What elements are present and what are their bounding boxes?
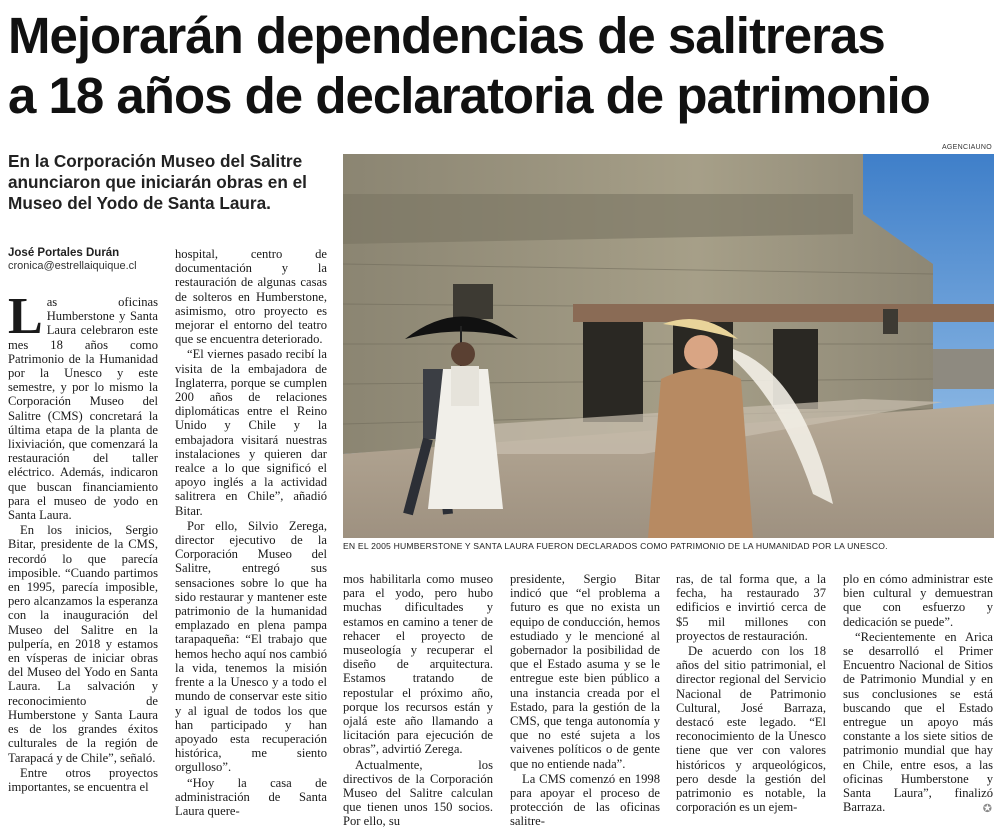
article-column-4 <box>510 572 660 830</box>
article-column-6 <box>843 572 993 815</box>
article-column-1 <box>8 288 158 795</box>
paragraph: hospital, centro de documentación y la restauración de algunas casas de solteros en Humberstone, asimismo, otro proyecto es mejorar el entorno del teatro que se encuentra deteriorado. <box>175 247 327 347</box>
paragraph: “Recientemente en Arica se desarrolló el Primer Encuentro Nacional de Sitios de Patrimonio Mundial y en sus conclusiones se está buscando que el Estado entregue un apoyo más constante a los siete sitios de patrimonio mundial que hay en Chile, entre esos, a las oficinas Humberstone y Santa Laura”, finalizó Barraza. <box>843 629 993 815</box>
paragraph: Actualmente, los directivos de la Corporación Museo del Salitre calculan que tienen unos 150 socios. Por ello, su <box>343 757 493 829</box>
headline <box>8 6 998 126</box>
paragraph: plo en cómo administrar este bien cultural y demuestran que con esfuerzo y dedicación se puede”. <box>843 572 993 629</box>
article-photo <box>343 154 994 538</box>
paragraph: mos habilitarla como museo para el yodo, pero hubo muchas dificultades y estamos en camino a tener de rehacer el proyecto de museología y recuperar el diseño de arquitectura. Estamos tratando de repostular el próximo año, porque los recursos están y ojalá este año llamando a licitación para ejecución de obras”, advirtió Zerega. <box>343 572 493 757</box>
author-name: José Portales Durán <box>8 247 120 259</box>
photo-credit: AGENCIAUNO <box>941 144 992 151</box>
paragraph: Las oficinas Humberstone y Santa Laura celebraron este mes 18 años como Patrimonio de la Humanidad por la Unesco y este semestre, y por lo mismo la Corporación Museo del Salitre (CMS) concretará la última etapa de la planta de lixiviación, que comenzará la restauración del taller eléctrico. Además, indicaron que buscan financiamiento para el museo de yodo en Santa Laura. <box>8 288 158 523</box>
paragraph: La CMS comenzó en 1998 para apoyar el proceso de protección de las oficinas salitre- <box>510 771 660 829</box>
headline-line-2: a 18 años de declaratoria de patrimonio <box>8 67 930 124</box>
subheadline: En la Corporación Museo del Salitre anunciaron que iniciarán obras en el Museo del Yodo de Santa Laura. <box>8 151 307 213</box>
paragraph: “El viernes pasado recibí la visita de la embajadora de Inglaterra, porque se cumplen 200 años de relaciones diplomáticas entre el Reino Unido y Chile y la embajadora visitará nuestras instalaciones y quieren dar realce a lo que significó el apoyo inglés a la actividad salitrera en Chile”, añadió Bitar. <box>175 347 327 518</box>
end-of-article-icon: ✪ <box>982 802 992 815</box>
photo-caption: EN EL 2005 HUMBERSTONE Y SANTA LAURA FUERON DECLARADOS COMO PATRIMONIO DE LA HUMANIDAD POR LA UNESCO. <box>343 541 888 551</box>
drop-cap: L <box>8 288 43 345</box>
photo-illustration <box>343 154 994 538</box>
paragraph: Entre otros proyectos importantes, se encuentra el <box>8 765 158 794</box>
author-email[interactable]: cronica@estrellaiquique.cl <box>8 260 137 272</box>
article-column-2 <box>175 247 327 819</box>
headline-line-1: Mejorarán dependencias de salitreras <box>8 7 885 64</box>
paragraph: De acuerdo con los 18 años del sitio patrimonial, el director regional del Servicio Nacional de Patrimonio Cultural, José Barraza, destacó este legado. “El reconocimiento de la Unesco tiene que ver con valores históricos y arqueológicos, pero desde la gestión del patrimonio es notable, la corporación es un ejem- <box>676 644 826 815</box>
paragraph: ras, de tal forma que, a la fecha, ha restaurado 37 edificios e invirtió cerca de $5 mil millones con proyectos de restauración. <box>676 572 826 643</box>
paragraph: En los inicios, Sergio Bitar, presidente de la CMS, recordó lo que parecía imposible. “Cuando partimos en 1995, parecía imposible, pero alcanzamos la esperanza con la inauguración del Museo del Salitre en la pulpería, en 2018 y estamos en vísperas de iniciar obras del Museo del Yodo en Santa Laura. La salvación y reconocimiento de Humberstone y Santa Laura es de los grandes éxitos culturales de la región de Tarapacá y de Chile”, señaló. <box>8 523 158 765</box>
article-column-5 <box>676 572 826 815</box>
paragraph: “Hoy la casa de administración de Santa Laura quere- <box>175 775 327 818</box>
article-column-3 <box>343 572 493 830</box>
paragraph: Por ello, Silvio Zerega, director ejecutivo de la Corporación Museo del Salitre, entregó sus sensaciones sobre lo que ha sido restaurar y mantener este patrimonio de la humanidad emplazado en plena pampa tarapaqueña: “El trabajo que hemos hecho aquí nos cambió la vida, tenemos la misión frente a la Unesco y a todo el mundo de conservar este sitio y al igual de todos los que han participado y han apoyado esta recuperación histórica, me siento orgulloso”. <box>175 518 327 775</box>
paragraph: presidente, Sergio Bitar indicó que “el problema a futuro es que no exista un equipo de conducción, hemos estudiado y le mencioné al gobernador la posibilidad de que el Estado asuma y se le entregue este bien público a una instancia creada por el Estado, para la gestión de la CMS, que tenga autonomía y que no esté sujeta a los vaivenes políticos o de gente que no entiende nada”. <box>510 572 660 771</box>
